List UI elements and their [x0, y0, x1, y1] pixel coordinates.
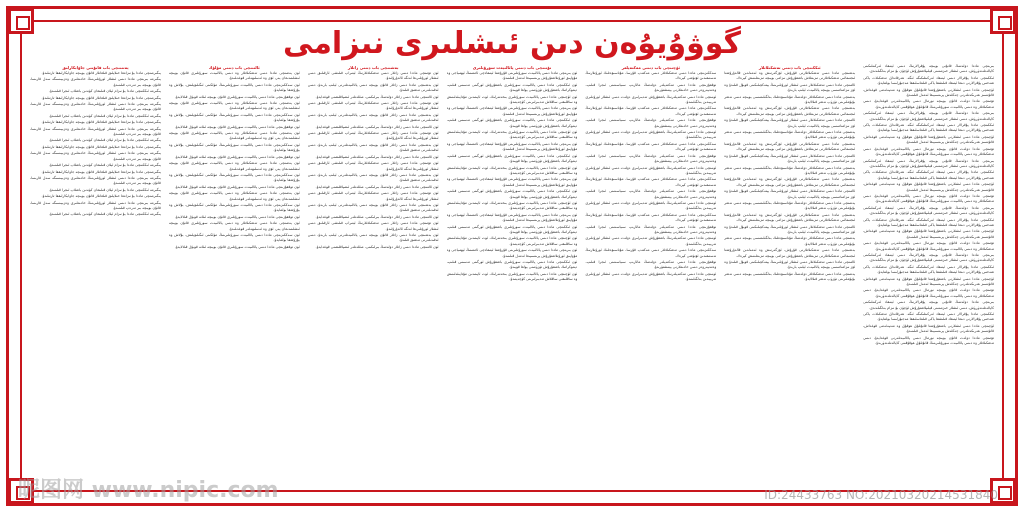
article-paragraph: ئونىنچى ماددا دىنىي مەكتەپلەرنىڭ باشقۇرۇش تەدبىرلىرى دۆلەت دىنىي ئىشلار ئورۇنلىرى تەرىپىدىن بەلگىلىنىدۇ. [585, 130, 717, 140]
article-paragraph: بەشىنچى ماددا دىنىي تەشكىلاتلارنى قۇرۇش، ئۆزگەرتىش ۋە ئەمەلدىن قالدۇرۇشتا ئىجتىمائىي تەشكىلاتلارنى تىزىملاش باشقۇرۇش نىزامى بويىچە تىزىملىتىش كېرەك. [724, 106, 856, 116]
article-paragraph: ئون سەككىزىنچى ماددا دىنىي پائالىيەت سورۇنلىرىنىڭ مۈلكىنى ئىگىلىۋېلىش، بۇلاش ۋە بۇزۇشقا بولمايدۇ. [168, 142, 300, 153]
article-paragraph: بىرىنچى ماددا دۆلەتنىڭ قانۇنى بويىچە پۇقرالارنىڭ دىنىي ئېتىقاد ئەركىنلىكىنى كاپالەتلەندۈرۈش، دىنىي ئىشلار خىزمىتىنى قېلىپلاشتۇرۇش ئۈچۈن بۇ نىزام بەلگىلەندى. [863, 205, 994, 216]
document-body [30, 64, 994, 482]
article-paragraph: ئالتىنچى ماددا دىنىي تەشكىلاتلار دىنىي ئىشلار ئورۇنلىرىنىڭ يېتەكچىلىكىنى قوبۇل قىلىدۇ ۋە ئۆز نىزامنامىسى بويىچە پائالىيەت ئېلىپ بارىدۇ. [724, 118, 856, 128]
article-paragraph: تۆتىنچى ماددا دۆلەت قانۇن بويىچە نورمال دىنىي پائالىيەتلەرنى قوغدايدۇ، دىنىي تەشكىلاتلار ۋە دىنىي پائالىيەت سورۇنلىرىنىڭ قانۇنلۇق ھوقۇقىنى كاپالەتلەندۈرىدۇ. [863, 241, 994, 251]
article-paragraph: ئون بىرىنچى ماددا دىنىي پائالىيەت سورۇنلىرىنى قۇرۇشتا ئېتىقادچى ئاممىنىڭ ئېھتىياجى ۋە مۇۋاپىق ئورۇنلاشتۇرۇش پرىنسىپىغا ئەمەل قىلىنىدۇ. [446, 141, 578, 152]
article-paragraph: ئون توققۇزىنچى ماددا دىنىي پائالىيەت سورۇنلىرى قانۇن بويىچە ئىئانە قوبۇل قىلالايدۇ. [174, 154, 300, 159]
article-paragraph: توققۇزىنچى ماددا دىنىي مەكتەپلەر دۆلەتنىڭ مائارىپ سىياسىتىنى ئىجرا قىلىپ، ۋەتەنپەرۋەر دىنىي خادىملارنى يېتىشتۈرىدۇ. [585, 153, 717, 164]
article-paragraph: يەتتىنچى ماددا دىنىي تەشكىلاتلار دۆلەتنىڭ مۇناسىۋەتلىك بەلگىلىمىسى بويىچە دىنىي نەشر بۇيۇملىرىنى تۈزۈپ نەشر قىلالايدۇ. [724, 130, 856, 140]
article-paragraph: ئون ئالتىنچى ماددا دىنىي زاتلار دۆلەتنىڭ بىرلىكىنى، مىللەتلەر ئىتتىپاقلىقىنى قوغدايدۇ. [315, 154, 439, 159]
article-paragraph: ئون بەشىنچى ماددا دىنىي زاتلار قانۇن بويىچە دىنىي پائالىيەتلەرنى ئېلىپ بارىدۇ، دىنىي ئەقىدىلەرنى تەتقىق قىلىدۇ. [307, 142, 439, 153]
article-paragraph: توققۇزىنچى ماددا دىنىي مەكتەپلەر دۆلەتنىڭ مائارىپ سىياسىتىنى ئىجرا قىلىپ، ۋەتەنپەرۋەر دىنىي خادىملارنى يېتىشتۈرىدۇ. [585, 224, 717, 234]
article-paragraph: ئون بىرىنچى ماددا دىنىي پائالىيەت سورۇنلىرىنى قۇرۇشتا ئېتىقادچى ئاممىنىڭ ئېھتىياجى ۋە مۇۋاپىق ئورۇنلاشتۇرۇش پرىنسىپىغا ئەمەل قىلىنىدۇ. [446, 212, 578, 223]
article-paragraph: يەتتىنچى ماددا دىنىي تەشكىلاتلار دۆلەتنىڭ مۇناسىۋەتلىك بەلگىلىمىسى بويىچە دىنىي نەشر بۇيۇملىرىنى تۈزۈپ نەشر قىلالايدۇ. [724, 236, 856, 246]
article-paragraph: ئون ئۈچىنچى ماددا دىنىي پائالىيەت سورۇنلىرى بىخەتەرلىك، ئوت ئاپىتىدىن مۇداپىئەلىنىش ۋە ساقلىقنى ساقلاش تەدبىرلىرىنى كۈچەيتىدۇ. [446, 236, 578, 246]
article-paragraph: ئىككىنچى ماددا پۇقرالار دىنىي ئېتىقاد ئەركىنلىكىگە ئىگە. ھەرقانداق تەشكىلات ياكى شەخس پۇقرالارنى دىنغا ئېتىقاد قىلىشقا ياكى قىلماسلىققا مەجبۇرلىسا بولمايدۇ. [863, 170, 994, 180]
article-paragraph: ئونىنچى ماددا دىنىي مەكتەپلەرنىڭ باشقۇرۇش تەدبىرلىرى دۆلەت دىنىي ئىشلار ئورۇنلىرى تەرىپىدىن بەلگىلىنىدۇ. [585, 165, 717, 175]
article-paragraph: سەككىزىنچى ماددا دىنىي تەشكىلاتلار دىنىي مەكتەپ قۇرسا، مۇناسىۋەتلىك ئورۇنلارنىڭ تەستىقىدىن ئۆتۈشى كېرەك. [585, 177, 717, 187]
article-paragraph: ئون بىرىنچى ماددا دىنىي پائالىيەت سورۇنلىرىنى قۇرۇشتا ئېتىقادچى ئاممىنىڭ ئېھتىياجى ۋە مۇۋاپىق ئورۇنلاشتۇرۇش پرىنسىپىغا ئەمەل قىلىنىدۇ. [446, 71, 578, 81]
article-paragraph: ئون ئىككىنچى ماددا دىنىي پائالىيەت سورۇنلىرى باشقۇرۇش ئورگىنى تەسىس قىلىپ، دېموكراتىك باشقۇرۇش تۈزۈمىنى يولغا قويىدۇ. [446, 118, 578, 128]
article-paragraph: ئون سەككىزىنچى ماددا دىنىي پائالىيەت سورۇنلىرىنىڭ مۈلكىنى ئىگىلىۋېلىش، بۇلاش ۋە بۇزۇشقا بولمايدۇ. [168, 82, 300, 93]
text-column [863, 64, 994, 482]
text-column [585, 64, 716, 482]
article-paragraph: ئون يەتتىنچى ماددا دىنىي تەشكىلاتلار ۋە دىنىي پائالىيەت سورۇنلىرى قانۇن بويىچە ئىشلىتىدىغان يەر، ئۆي ۋە ئەسلىھەلەر قوغدىلىدۇ. [168, 221, 300, 231]
chapter-heading: بەشىنچى باب دىنىي زاتلار [347, 65, 399, 70]
article-paragraph: ئون ئىككىنچى ماددا دىنىي پائالىيەت سورۇنلىرى باشقۇرۇش ئورگىنى تەسىس قىلىپ، دېموكراتىك باشقۇرۇش تۈزۈمىنى يولغا قويىدۇ. [446, 153, 578, 164]
article-paragraph: ئون توققۇزىنچى ماددا دىنىي پائالىيەت سورۇنلىرى قانۇن بويىچە ئىئانە قوبۇل قىلالايدۇ. [174, 214, 300, 219]
article-paragraph: ئون بىرىنچى ماددا دىنىي پائالىيەت سورۇنلىرىنى قۇرۇشتا ئېتىقادچى ئاممىنىڭ ئېھتىياجى ۋە مۇۋاپىق ئورۇنلاشتۇرۇش پرىنسىپىغا ئەمەل قىلىنىدۇ. [446, 177, 578, 187]
article-paragraph: ئون ئالتىنچى ماددا دىنىي زاتلار دۆلەتنىڭ بىرلىكىنى، مىللەتلەر ئىتتىپاقلىقىنى قوغدايدۇ. [315, 244, 439, 249]
article-paragraph: يەتتىنچى ماددا دىنىي تەشكىلاتلار دۆلەتنىڭ مۇناسىۋەتلىك بەلگىلىمىسى بويىچە دىنىي نەشر بۇيۇملىرىنى تۈزۈپ نەشر قىلالايدۇ. [724, 165, 856, 175]
article-paragraph: يىگىرمە بىرىنچى ماددا دىنىي ئىشلار ئورۇنلىرىنىڭ خادىملىرى ۋەزىپىسىگە سەل قارىسا، قانۇن بويىچە بىر تەرەپ قىلىنىدۇ. [30, 151, 161, 161]
chapter-heading: يەتتىنچى باب قانۇنىي جاۋابكارلىق [62, 65, 129, 70]
article-paragraph: ئۈچىنچى ماددا دىنىي ئىشلارنى باشقۇرۇشتا قانۇنلۇق ھوقۇق ۋە مەنپەئەتنى قوغداش، قانۇنسىز ھەرىكەتلەرنى چەكلەش پرىنسىپىغا ئەمەل قىلىنىدۇ. [863, 182, 994, 192]
article-paragraph: ئالتىنچى ماددا دىنىي تەشكىلاتلار دىنىي ئىشلار ئورۇنلىرىنىڭ يېتەكچىلىكىنى قوبۇل قىلىدۇ ۋە ئۆز نىزامنامىسى بويىچە پائالىيەت ئېلىپ بارىدۇ. [724, 82, 856, 93]
article-paragraph: يىگىرمىنچى ماددا بۇ نىزامغا خىلاپلىق قىلغانلار قانۇن بويىچە جاۋابكارلىققا تارتىلىدۇ. [41, 169, 161, 174]
article-paragraph: يىگىرمىنچى ماددا بۇ نىزامغا خىلاپلىق قىلغانلار قانۇن بويىچە جاۋابكارلىققا تارتىلىدۇ. [41, 120, 161, 125]
article-paragraph: ئون تۆتىنچى ماددا دىنىي زاتلار دىنىي تەشكىلاتلارنىڭ ئېتىراپ قىلىشى ئارقىلىق دىنىي ئىشلار ئورۇنلىرىغا ئەنگە ئالدۇرۇلىدۇ. [307, 191, 439, 201]
article-paragraph: يىگىرمە بىرىنچى ماددا دىنىي ئىشلار ئورۇنلىرىنىڭ خادىملىرى ۋەزىپىسىگە سەل قارىسا، قانۇن بويىچە بىر تەرەپ قىلىنىدۇ. [30, 200, 161, 210]
article-paragraph: ئالتىنچى ماددا دىنىي تەشكىلاتلار دىنىي ئىشلار ئورۇنلىرىنىڭ يېتەكچىلىكىنى قوبۇل قىلىدۇ ۋە ئۆز نىزامنامىسى بويىچە پائالىيەت ئېلىپ بارىدۇ. [724, 189, 856, 199]
article-paragraph: ئون بەشىنچى ماددا دىنىي زاتلار قانۇن بويىچە دىنىي پائالىيەتلەرنى ئېلىپ بارىدۇ، دىنىي ئەقىدىلەرنى تەتقىق قىلىدۇ. [307, 112, 439, 123]
article-paragraph: ئون ئالتىنچى ماددا دىنىي زاتلار دۆلەتنىڭ بىرلىكىنى، مىللەتلەر ئىتتىپاقلىقىنى قوغدايدۇ. [315, 124, 439, 129]
article-paragraph: ئالتىنچى ماددا دىنىي تەشكىلاتلار دىنىي ئىشلار ئورۇنلىرىنىڭ يېتەكچىلىكىنى قوبۇل قىلىدۇ ۋە ئۆز نىزامنامىسى بويىچە پائالىيەت ئېلىپ بارىدۇ. [724, 153, 856, 164]
article-paragraph: توققۇزىنچى ماددا دىنىي مەكتەپلەر دۆلەتنىڭ مائارىپ سىياسىتىنى ئىجرا قىلىپ، ۋەتەنپەرۋەر دىنىي خادىملارنى يېتىشتۈرىدۇ. [585, 82, 717, 93]
article-paragraph: سەككىزىنچى ماددا دىنىي تەشكىلاتلار دىنىي مەكتەپ قۇرسا، مۇناسىۋەتلىك ئورۇنلارنىڭ تەستىقىدىن ئۆتۈشى كېرەك. [585, 212, 717, 223]
article-paragraph: بىرىنچى ماددا دۆلەتنىڭ قانۇنى بويىچە پۇقرالارنىڭ دىنىي ئېتىقاد ئەركىنلىكىنى كاپالەتلەندۈرۈش، دىنىي ئىشلار خىزمىتىنى قېلىپلاشتۇرۇش ئۈچۈن بۇ نىزام بەلگىلەندى. [863, 158, 994, 168]
article-paragraph: ئون ئىككىنچى ماددا دىنىي پائالىيەت سورۇنلىرى باشقۇرۇش ئورگىنى تەسىس قىلىپ، دېموكراتىك باشقۇرۇش تۈزۈمىنى يولغا قويىدۇ. [446, 82, 578, 93]
article-paragraph: يىگىرمە ئىككىنچى ماددا بۇ نىزام ئېلان قىلىنغان كۈندىن باشلاپ ئىجرا قىلىنىدۇ. [48, 89, 161, 94]
article-paragraph: ئون توققۇزىنچى ماددا دىنىي پائالىيەت سورۇنلىرى قانۇن بويىچە ئىئانە قوبۇل قىلالايدۇ. [174, 94, 300, 99]
article-paragraph: ئىككىنچى ماددا پۇقرالار دىنىي ئېتىقاد ئەركىنلىكىگە ئىگە. ھەرقانداق تەشكىلات ياكى شەخس پۇقرالارنى دىنغا ئېتىقاد قىلىشقا ياكى قىلماسلىققا مەجبۇرلىسا بولمايدۇ. [863, 75, 994, 86]
article-paragraph: ئون بەشىنچى ماددا دىنىي زاتلار قانۇن بويىچە دىنىي پائالىيەتلەرنى ئېلىپ بارىدۇ، دىنىي ئەقىدىلەرنى تەتقىق قىلىدۇ. [307, 202, 439, 213]
article-paragraph: يەتتىنچى ماددا دىنىي تەشكىلاتلار دۆلەتنىڭ مۇناسىۋەتلىك بەلگىلىمىسى بويىچە دىنىي نەشر بۇيۇملىرىنى تۈزۈپ نەشر قىلالايدۇ. [724, 94, 856, 105]
text-column [724, 64, 855, 482]
article-paragraph: تۆتىنچى ماددا دۆلەت قانۇن بويىچە نورمال دىنىي پائالىيەتلەرنى قوغدايدۇ، دىنىي تەشكىلاتلار ۋە دىنىي پائالىيەت سورۇنلىرىنىڭ قانۇنلۇق ھوقۇقىنى كاپالەتلەندۈرىدۇ. [863, 335, 994, 346]
article-paragraph: ئون تۆتىنچى ماددا دىنىي زاتلار دىنىي تەشكىلاتلارنىڭ ئېتىراپ قىلىشى ئارقىلىق دىنىي ئىشلار ئورۇنلىرىغا ئەنگە ئالدۇرۇلىدۇ. [307, 131, 439, 141]
article-paragraph: ئىككىنچى ماددا پۇقرالار دىنىي ئېتىقاد ئەركىنلىكىگە ئىگە. ھەرقانداق تەشكىلات ياكى شەخس پۇقرالارنى دىنغا ئېتىقاد قىلىشقا ياكى قىلماسلىققا مەجبۇرلىسا بولمايدۇ. [863, 123, 994, 133]
article-paragraph: ئون بىرىنچى ماددا دىنىي پائالىيەت سورۇنلىرىنى قۇرۇشتا ئېتىقادچى ئاممىنىڭ ئېھتىياجى ۋە مۇۋاپىق ئورۇنلاشتۇرۇش پرىنسىپىغا ئەمەل قىلىنىدۇ. [446, 248, 578, 258]
article-paragraph: يىگىرمىنچى ماددا بۇ نىزامغا خىلاپلىق قىلغانلار قانۇن بويىچە جاۋابكارلىققا تارتىلىدۇ. [41, 144, 161, 149]
article-paragraph: ئون ئىككىنچى ماددا دىنىي پائالىيەت سورۇنلىرى باشقۇرۇش ئورگىنى تەسىس قىلىپ، دېموكراتىك باشقۇرۇش تۈزۈمىنى يولغا قويىدۇ. [446, 224, 578, 234]
article-paragraph: يىگىرمىنچى ماددا بۇ نىزامغا خىلاپلىق قىلغانلار قانۇن بويىچە جاۋابكارلىققا تارتىلىدۇ. [41, 71, 161, 75]
article-paragraph: ئون يەتتىنچى ماددا دىنىي تەشكىلاتلار ۋە دىنىي پائالىيەت سورۇنلىرى قانۇن بويىچە ئىشلىتىدىغان يەر، ئۆي ۋە ئەسلىھەلەر قوغدىلىدۇ. [168, 101, 300, 111]
document-title: گوۋۇيۇەن دىن ئىشلىرى نىزامى [283, 26, 741, 61]
article-paragraph: ئون توققۇزىنچى ماددا دىنىي پائالىيەت سورۇنلىرى قانۇن بويىچە ئىئانە قوبۇل قىلالايدۇ. [174, 124, 300, 129]
article-paragraph: ئون يەتتىنچى ماددا دىنىي تەشكىلاتلار ۋە دىنىي پائالىيەت سورۇنلىرى قانۇن بويىچە ئىشلىتىدىغان يەر، ئۆي ۋە ئەسلىھەلەر قوغدىلىدۇ. [168, 131, 300, 141]
article-paragraph: توققۇزىنچى ماددا دىنىي مەكتەپلەر دۆلەتنىڭ مائارىپ سىياسىتىنى ئىجرا قىلىپ، ۋەتەنپەرۋەر دىنىي خادىملارنى يېتىشتۈرىدۇ. [585, 118, 717, 128]
article-paragraph: يىگىرمە بىرىنچى ماددا دىنىي ئىشلار ئورۇنلىرىنىڭ خادىملىرى ۋەزىپىسىگە سەل قارىسا، قانۇن بويىچە بىر تەرەپ قىلىنىدۇ. [30, 126, 161, 137]
article-paragraph: بەشىنچى ماددا دىنىي تەشكىلاتلارنى قۇرۇش، ئۆزگەرتىش ۋە ئەمەلدىن قالدۇرۇشتا ئىجتىمائىي تەشكىلاتلارنى تىزىملاش باشقۇرۇش نىزامى بويىچە تىزىملىتىش كېرەك. [724, 141, 856, 152]
article-paragraph: سەككىزىنچى ماددا دىنىي تەشكىلاتلار دىنىي مەكتەپ قۇرسا، مۇناسىۋەتلىك ئورۇنلارنىڭ تەستىقىدىن ئۆتۈشى كېرەك. [585, 141, 717, 152]
article-paragraph: ئالتىنچى ماددا دىنىي تەشكىلاتلار دىنىي ئىشلار ئورۇنلىرىنىڭ يېتەكچىلىكىنى قوبۇل قىلىدۇ ۋە ئۆز نىزامنامىسى بويىچە پائالىيەت ئېلىپ بارىدۇ. [724, 224, 856, 234]
article-paragraph: ئون توققۇزىنچى ماددا دىنىي پائالىيەت سورۇنلىرى قانۇن بويىچە ئىئانە قوبۇل قىلالايدۇ. [174, 184, 300, 189]
article-paragraph: يىگىرمە ئىككىنچى ماددا بۇ نىزام ئېلان قىلىنغان كۈندىن باشلاپ ئىجرا قىلىنىدۇ. [48, 113, 161, 118]
article-paragraph: ئون ئالتىنچى ماددا دىنىي زاتلار دۆلەتنىڭ بىرلىكىنى، مىللەتلەر ئىتتىپاقلىقىنى قوغدايدۇ. [315, 184, 439, 189]
article-paragraph: بىرىنچى ماددا دۆلەتنىڭ قانۇنى بويىچە پۇقرالارنىڭ دىنىي ئېتىقاد ئەركىنلىكىنى كاپالەتلەندۈرۈش، دىنىي ئىشلار خىزمىتىنى قېلىپلاشتۇرۇش ئۈچۈن بۇ نىزام بەلگىلەندى. [863, 64, 994, 74]
article-paragraph: يىگىرمىنچى ماددا بۇ نىزامغا خىلاپلىق قىلغانلار قانۇن بويىچە جاۋابكارلىققا تارتىلىدۇ. [41, 194, 161, 199]
article-paragraph: ئون يەتتىنچى ماددا دىنىي تەشكىلاتلار ۋە دىنىي پائالىيەت سورۇنلىرى قانۇن بويىچە ئىشلىتىدىغان يەر، ئۆي ۋە ئەسلىھەلەر قوغدىلىدۇ. [168, 191, 300, 201]
article-paragraph: ئون تۆتىنچى ماددا دىنىي زاتلار دىنىي تەشكىلاتلارنىڭ ئېتىراپ قىلىشى ئارقىلىق دىنىي ئىشلار ئورۇنلىرىغا ئەنگە ئالدۇرۇلىدۇ. [307, 101, 439, 111]
article-paragraph: تۆتىنچى ماددا دۆلەت قانۇن بويىچە نورمال دىنىي پائالىيەتلەرنى قوغدايدۇ، دىنىي تەشكىلاتلار ۋە دىنىي پائالىيەت سورۇنلىرىنىڭ قانۇنلۇق ھوقۇقىنى كاپالەتلەندۈرىدۇ. [863, 288, 994, 298]
chapter-heading: تۆتىنچى باب دىنىي پائالىيەت سورۇنلىرى [472, 65, 552, 70]
text-column [169, 64, 300, 482]
article-paragraph: يىگىرمە ئىككىنچى ماددا بۇ نىزام ئېلان قىلىنغان كۈندىن باشلاپ ئىجرا قىلىنىدۇ. [48, 163, 161, 168]
text-column [308, 64, 439, 482]
article-paragraph: ئالتىنچى ماددا دىنىي تەشكىلاتلار دىنىي ئىشلار ئورۇنلىرىنىڭ يېتەكچىلىكىنى قوبۇل قىلىدۇ ۋە ئۆز نىزامنامىسى بويىچە پائالىيەت ئېلىپ بارىدۇ. [724, 260, 856, 270]
chapter-heading: ئىككىنچى باب دىنىي تەشكىلاتلار [758, 65, 821, 70]
article-paragraph: يىگىرمە بىرىنچى ماددا دىنىي ئىشلار ئورۇنلىرىنىڭ خادىملىرى ۋەزىپىسىگە سەل قارىسا، قانۇن بويىچە بىر تەرەپ قىلىنىدۇ. [30, 102, 161, 112]
article-paragraph: يىگىرمە بىرىنچى ماددا دىنىي ئىشلار ئورۇنلىرىنىڭ خادىملىرى ۋەزىپىسىگە سەل قارىسا، قانۇن بويىچە بىر تەرەپ قىلىنىدۇ. [30, 77, 161, 87]
article-paragraph: ئىككىنچى ماددا پۇقرالار دىنىي ئېتىقاد ئەركىنلىكىگە ئىگە. ھەرقانداق تەشكىلات ياكى شەخس پۇقرالارنى دىنغا ئېتىقاد قىلىشقا ياكى قىلماسلىققا مەجبۇرلىسا بولمايدۇ. [863, 217, 994, 227]
article-paragraph: بەشىنچى ماددا دىنىي تەشكىلاتلارنى قۇرۇش، ئۆزگەرتىش ۋە ئەمەلدىن قالدۇرۇشتا ئىجتىمائىي تەشكىلاتلارنى تىزىملاش باشقۇرۇش نىزامى بويىچە تىزىملىتىش كېرەك. [724, 248, 856, 258]
article-paragraph: ئون بەشىنچى ماددا دىنىي زاتلار قانۇن بويىچە دىنىي پائالىيەتلەرنى ئېلىپ بارىدۇ، دىنىي ئەقىدىلەرنى تەتقىق قىلىدۇ. [307, 82, 439, 93]
text-column [447, 64, 578, 482]
article-paragraph: توققۇزىنچى ماددا دىنىي مەكتەپلەر دۆلەتنىڭ مائارىپ سىياسىتىنى ئىجرا قىلىپ، ۋەتەنپەرۋەر دىنىي خادىملارنى يېتىشتۈرىدۇ. [585, 189, 717, 199]
article-paragraph: ئىككىنچى ماددا پۇقرالار دىنىي ئېتىقاد ئەركىنلىكىگە ئىگە. ھەرقانداق تەشكىلات ياكى شەخس پۇقرالارنى دىنغا ئېتىقاد قىلىشقا ياكى قىلماسلىققا مەجبۇرلىسا بولمايدۇ. [863, 312, 994, 322]
chapter-heading: ئالتىنچى باب دىنىي مۈلۈك [208, 65, 260, 70]
article-paragraph: سەككىزىنچى ماددا دىنىي تەشكىلاتلار دىنىي مەكتەپ قۇرسا، مۇناسىۋەتلىك ئورۇنلارنىڭ تەستىقىدىن ئۆتۈشى كېرەك. [585, 248, 717, 258]
article-paragraph: يەتتىنچى ماددا دىنىي تەشكىلاتلار دۆلەتنىڭ مۇناسىۋەتلىك بەلگىلىمىسى بويىچە دىنىي نەشر بۇيۇملىرىنى تۈزۈپ نەشر قىلالايدۇ. [724, 200, 856, 211]
article-paragraph: ئۈچىنچى ماددا دىنىي ئىشلارنى باشقۇرۇشتا قانۇنلۇق ھوقۇق ۋە مەنپەئەتنى قوغداش، قانۇنسىز ھەرىكەتلەرنى چەكلەش پرىنسىپىغا ئەمەل قىلىنىدۇ. [863, 323, 994, 334]
article-paragraph: ئون سەككىزىنچى ماددا دىنىي پائالىيەت سورۇنلىرىنىڭ مۈلكىنى ئىگىلىۋېلىش، بۇلاش ۋە بۇزۇشقا بولمايدۇ. [168, 202, 300, 213]
site-watermark: 昵图网 www.nipic.com [18, 478, 279, 503]
article-paragraph: ئون بەشىنچى ماددا دىنىي زاتلار قانۇن بويىچە دىنىي پائالىيەتلەرنى ئېلىپ بارىدۇ، دىنىي ئەقىدىلەرنى تەتقىق قىلىدۇ. [307, 172, 439, 183]
article-paragraph: بىرىنچى ماددا دۆلەتنىڭ قانۇنى بويىچە پۇقرالارنىڭ دىنىي ئېتىقاد ئەركىنلىكىنى كاپالەتلەندۈرۈش، دىنىي ئىشلار خىزمىتىنى قېلىپلاشتۇرۇش ئۈچۈن بۇ نىزام بەلگىلەندى. [863, 253, 994, 263]
article-paragraph: ئۈچىنچى ماددا دىنىي ئىشلارنى باشقۇرۇشتا قانۇنلۇق ھوقۇق ۋە مەنپەئەتنى قوغداش، قانۇنسىز ھەرىكەتلەرنى چەكلەش پرىنسىپىغا ئەمەل قىلىنىدۇ. [863, 276, 994, 287]
article-paragraph: ئون بىرىنچى ماددا دىنىي پائالىيەت سورۇنلىرىنى قۇرۇشتا ئېتىقادچى ئاممىنىڭ ئېھتىياجى ۋە مۇۋاپىق ئورۇنلاشتۇرۇش پرىنسىپىغا ئەمەل قىلىنىدۇ. [446, 106, 578, 116]
article-paragraph: يەتتىنچى ماددا دىنىي تەشكىلاتلار دۆلەتنىڭ مۇناسىۋەتلىك بەلگىلىمىسى بويىچە دىنىي نەشر بۇيۇملىرىنى تۈزۈپ نەشر قىلالايدۇ. [724, 271, 856, 282]
article-paragraph: ئون ئىككىنچى ماددا دىنىي پائالىيەت سورۇنلىرى باشقۇرۇش ئورگىنى تەسىس قىلىپ، دېموكراتىك باشقۇرۇش تۈزۈمىنى يولغا قويىدۇ. [446, 260, 578, 270]
article-paragraph: توققۇزىنچى ماددا دىنىي مەكتەپلەر دۆلەتنىڭ مائارىپ سىياسىتىنى ئىجرا قىلىپ، ۋەتەنپەرۋەر دىنىي خادىملارنى يېتىشتۈرىدۇ. [585, 260, 717, 270]
article-paragraph: ئون سەككىزىنچى ماددا دىنىي پائالىيەت سورۇنلىرىنىڭ مۈلكىنى ئىگىلىۋېلىش، بۇلاش ۋە بۇزۇشقا بولمايدۇ. [168, 172, 300, 183]
article-paragraph: ئون تۆتىنچى ماددا دىنىي زاتلار دىنىي تەشكىلاتلارنىڭ ئېتىراپ قىلىشى ئارقىلىق دىنىي ئىشلار ئورۇنلىرىغا ئەنگە ئالدۇرۇلىدۇ. [307, 161, 439, 171]
article-paragraph: بىرىنچى ماددا دۆلەتنىڭ قانۇنى بويىچە پۇقرالارنىڭ دىنىي ئېتىقاد ئەركىنلىكىنى كاپالەتلەندۈرۈش، دىنىي ئىشلار خىزمىتىنى قېلىپلاشتۇرۇش ئۈچۈن بۇ نىزام بەلگىلەندى. [863, 300, 994, 310]
article-paragraph: بەشىنچى ماددا دىنىي تەشكىلاتلارنى قۇرۇش، ئۆزگەرتىش ۋە ئەمەلدىن قالدۇرۇشتا ئىجتىمائىي تەشكىلاتلارنى تىزىملاش باشقۇرۇش نىزامى بويىچە تىزىملىتىش كېرەك. [724, 177, 856, 187]
image-id-watermark: ID:24433763 NO:20210320214531840 [764, 488, 998, 502]
article-paragraph: سەككىزىنچى ماددا دىنىي تەشكىلاتلار دىنىي مەكتەپ قۇرسا، مۇناسىۋەتلىك ئورۇنلارنىڭ تەستىقىدىن ئۆتۈشى كېرەك. [585, 106, 717, 116]
article-paragraph: يىگىرمە بىرىنچى ماددا دىنىي ئىشلار ئورۇنلىرىنىڭ خادىملىرى ۋەزىپىسىگە سەل قارىسا، قانۇن بويىچە بىر تەرەپ قىلىنىدۇ. [30, 175, 161, 186]
article-paragraph: ئونىنچى ماددا دىنىي مەكتەپلەرنىڭ باشقۇرۇش تەدبىرلىرى دۆلەت دىنىي ئىشلار ئورۇنلىرى تەرىپىدىن بەلگىلىنىدۇ. [585, 94, 717, 105]
article-paragraph: ئونىنچى ماددا دىنىي مەكتەپلەرنىڭ باشقۇرۇش تەدبىرلىرى دۆلەت دىنىي ئىشلار ئورۇنلىرى تەرىپىدىن بەلگىلىنىدۇ. [585, 271, 717, 282]
article-paragraph: ئون ئالتىنچى ماددا دىنىي زاتلار دۆلەتنىڭ بىرلىكىنى، مىللەتلەر ئىتتىپاقلىقىنى قوغدايدۇ. [315, 94, 439, 99]
article-paragraph: ئون سەككىزىنچى ماددا دىنىي پائالىيەت سورۇنلىرىنىڭ مۈلكىنى ئىگىلىۋېلىش، بۇلاش ۋە بۇزۇشقا بولمايدۇ. [168, 232, 300, 243]
article-paragraph: يىگىرمىنچى ماددا بۇ نىزامغا خىلاپلىق قىلغانلار قانۇن بويىچە جاۋابكارلىققا تارتىلىدۇ. [41, 95, 161, 100]
article-paragraph: ئون ئۈچىنچى ماددا دىنىي پائالىيەت سورۇنلىرى بىخەتەرلىك، ئوت ئاپىتىدىن مۇداپىئەلىنىش ۋە ساقلىقنى ساقلاش تەدبىرلىرىنى كۈچەيتىدۇ. [446, 165, 578, 175]
article-paragraph: تۆتىنچى ماددا دۆلەت قانۇن بويىچە نورمال دىنىي پائالىيەتلەرنى قوغدايدۇ، دىنىي تەشكىلاتلار ۋە دىنىي پائالىيەت سورۇنلىرىنىڭ قانۇنلۇق ھوقۇقىنى كاپالەتلەندۈرىدۇ. [863, 193, 994, 204]
article-paragraph: ئون سەككىزىنچى ماددا دىنىي پائالىيەت سورۇنلىرىنىڭ مۈلكىنى ئىگىلىۋېلىش، بۇلاش ۋە بۇزۇشقا بولمايدۇ. [168, 112, 300, 123]
article-paragraph: ئون بەشىنچى ماددا دىنىي زاتلار قانۇن بويىچە دىنىي پائالىيەتلەرنى ئېلىپ بارىدۇ، دىنىي ئەقىدىلەرنى تەتقىق قىلىدۇ. [307, 232, 439, 243]
article-paragraph: ئۈچىنچى ماددا دىنىي ئىشلارنى باشقۇرۇشتا قانۇنلۇق ھوقۇق ۋە مەنپەئەتنى قوغداش، قانۇنسىز ھەرىكەتلەرنى چەكلەش پرىنسىپىغا ئەمەل قىلىنىدۇ. [863, 229, 994, 239]
article-paragraph: ئونىنچى ماددا دىنىي مەكتەپلەرنىڭ باشقۇرۇش تەدبىرلىرى دۆلەت دىنىي ئىشلار ئورۇنلىرى تەرىپىدىن بەلگىلىنىدۇ. [585, 200, 717, 211]
article-paragraph: ئون ئۈچىنچى ماددا دىنىي پائالىيەت سورۇنلىرى بىخەتەرلىك، ئوت ئاپىتىدىن مۇداپىئەلىنىش ۋە ساقلىقنى ساقلاش تەدبىرلىرىنى كۈچەيتىدۇ. [446, 200, 578, 211]
article-paragraph: بىرىنچى ماددا دۆلەتنىڭ قانۇنى بويىچە پۇقرالارنىڭ دىنىي ئېتىقاد ئەركىنلىكىنى كاپالەتلەندۈرۈش، دىنىي ئىشلار خىزمىتىنى قېلىپلاشتۇرۇش ئۈچۈن بۇ نىزام بەلگىلەندى. [863, 111, 994, 121]
article-paragraph: ئون يەتتىنچى ماددا دىنىي تەشكىلاتلار ۋە دىنىي پائالىيەت سورۇنلىرى قانۇن بويىچە ئىشلىتىدىغان يەر، ئۆي ۋە ئەسلىھەلەر قوغدىلىدۇ. [168, 161, 300, 171]
article-paragraph: تۆتىنچى ماددا دۆلەت قانۇن بويىچە نورمال دىنىي پائالىيەتلەرنى قوغدايدۇ، دىنىي تەشكىلاتلار ۋە دىنىي پائالىيەت سورۇنلىرىنىڭ قانۇنلۇق ھوقۇقىنى كاپالەتلەندۈرىدۇ. [863, 99, 994, 109]
article-paragraph: ئون يەتتىنچى ماددا دىنىي تەشكىلاتلار ۋە دىنىي پائالىيەت سورۇنلىرى قانۇن بويىچە ئىشلىتىدىغان يەر، ئۆي ۋە ئەسلىھەلەر قوغدىلىدۇ. [168, 71, 300, 81]
article-paragraph: تۆتىنچى ماددا دۆلەت قانۇن بويىچە نورمال دىنىي پائالىيەتلەرنى قوغدايدۇ، دىنىي تەشكىلاتلار ۋە دىنىي پائالىيەت سورۇنلىرىنىڭ قانۇنلۇق ھوقۇقىنى كاپالەتلەندۈرىدۇ. [863, 146, 994, 157]
article-paragraph: ئون ئۈچىنچى ماددا دىنىي پائالىيەت سورۇنلىرى بىخەتەرلىك، ئوت ئاپىتىدىن مۇداپىئەلىنىش ۋە ساقلىقنى ساقلاش تەدبىرلىرىنى كۈچەيتىدۇ. [446, 130, 578, 140]
article-paragraph: ئون ئىككىنچى ماددا دىنىي پائالىيەت سورۇنلىرى باشقۇرۇش ئورگىنى تەسىس قىلىپ، دېموكراتىك باشقۇرۇش تۈزۈمىنى يولغا قويىدۇ. [446, 189, 578, 199]
article-paragraph: ئۈچىنچى ماددا دىنىي ئىشلارنى باشقۇرۇشتا قانۇنلۇق ھوقۇق ۋە مەنپەئەتنى قوغداش، قانۇنسىز ھەرىكەتلەرنى چەكلەش پرىنسىپىغا ئەمەل قىلىنىدۇ. [863, 134, 994, 145]
article-paragraph: بەشىنچى ماددا دىنىي تەشكىلاتلارنى قۇرۇش، ئۆزگەرتىش ۋە ئەمەلدىن قالدۇرۇشتا ئىجتىمائىي تەشكىلاتلارنى تىزىملاش باشقۇرۇش نىزامى بويىچە تىزىملىتىش كېرەك. [724, 212, 856, 223]
article-paragraph: ئون ئۈچىنچى ماددا دىنىي پائالىيەت سورۇنلىرى بىخەتەرلىك، ئوت ئاپىتىدىن مۇداپىئەلىنىش ۋە ساقلىقنى ساقلاش تەدبىرلىرىنى كۈچەيتىدۇ. [446, 94, 578, 105]
article-paragraph: ئۈچىنچى ماددا دىنىي ئىشلارنى باشقۇرۇشتا قانۇنلۇق ھوقۇق ۋە مەنپەئەتنى قوغداش، قانۇنسىز ھەرىكەتلەرنى چەكلەش پرىنسىپىغا ئەمەل قىلىنىدۇ. [863, 87, 994, 98]
article-paragraph: ئىككىنچى ماددا پۇقرالار دىنىي ئېتىقاد ئەركىنلىكىگە ئىگە. ھەرقانداق تەشكىلات ياكى شەخس پۇقرالارنى دىنغا ئېتىقاد قىلىشقا ياكى قىلماسلىققا مەجبۇرلىسا بولمايدۇ. [863, 264, 994, 275]
article-paragraph: يىگىرمە ئىككىنچى ماددا بۇ نىزام ئېلان قىلىنغان كۈندىن باشلاپ ئىجرا قىلىنىدۇ. [48, 212, 161, 217]
article-paragraph: ئون ئۈچىنچى ماددا دىنىي پائالىيەت سورۇنلىرى بىخەتەرلىك، ئوت ئاپىتىدىن مۇداپىئەلىنىش ۋە ساقلىقنى ساقلاش تەدبىرلىرىنى كۈچەيتىدۇ. [446, 271, 578, 282]
article-paragraph: ئون تۆتىنچى ماددا دىنىي زاتلار دىنىي تەشكىلاتلارنىڭ ئېتىراپ قىلىشى ئارقىلىق دىنىي ئىشلار ئورۇنلىرىغا ئەنگە ئالدۇرۇلىدۇ. [307, 221, 439, 231]
article-paragraph: ئونىنچى ماددا دىنىي مەكتەپلەرنىڭ باشقۇرۇش تەدبىرلىرى دۆلەت دىنىي ئىشلار ئورۇنلىرى تەرىپىدىن بەلگىلىنىدۇ. [585, 236, 717, 246]
article-paragraph: يىگىرمە ئىككىنچى ماددا بۇ نىزام ئېلان قىلىنغان كۈندىن باشلاپ ئىجرا قىلىنىدۇ. [48, 187, 161, 192]
article-paragraph: ئون تۆتىنچى ماددا دىنىي زاتلار دىنىي تەشكىلاتلارنىڭ ئېتىراپ قىلىشى ئارقىلىق دىنىي ئىشلار ئورۇنلىرىغا ئەنگە ئالدۇرۇلىدۇ. [307, 71, 439, 81]
article-paragraph: بەشىنچى ماددا دىنىي تەشكىلاتلارنى قۇرۇش، ئۆزگەرتىش ۋە ئەمەلدىن قالدۇرۇشتا ئىجتىمائىي تەشكىلاتلارنى تىزىملاش باشقۇرۇش نىزامى بويىچە تىزىملىتىش كېرەك. [724, 71, 856, 81]
article-paragraph: ئون ئالتىنچى ماددا دىنىي زاتلار دۆلەتنىڭ بىرلىكىنى، مىللەتلەر ئىتتىپاقلىقىنى قوغدايدۇ. [315, 214, 439, 219]
article-paragraph: سەككىزىنچى ماددا دىنىي تەشكىلاتلار دىنىي مەكتەپ قۇرسا، مۇناسىۋەتلىك ئورۇنلارنىڭ تەستىقىدىن ئۆتۈشى كېرەك. [585, 71, 717, 81]
text-column [30, 64, 161, 482]
article-paragraph: ئون توققۇزىنچى ماددا دىنىي پائالىيەت سورۇنلىرى قانۇن بويىچە ئىئانە قوبۇل قىلالايدۇ. [174, 244, 300, 249]
article-paragraph: يىگىرمە ئىككىنچى ماددا بۇ نىزام ئېلان قىلىنغان كۈندىن باشلاپ ئىجرا قىلىنىدۇ. [48, 138, 161, 143]
chapter-heading: ئۈچىنچى باب دىنىي مەكتەپلەر [621, 65, 680, 70]
